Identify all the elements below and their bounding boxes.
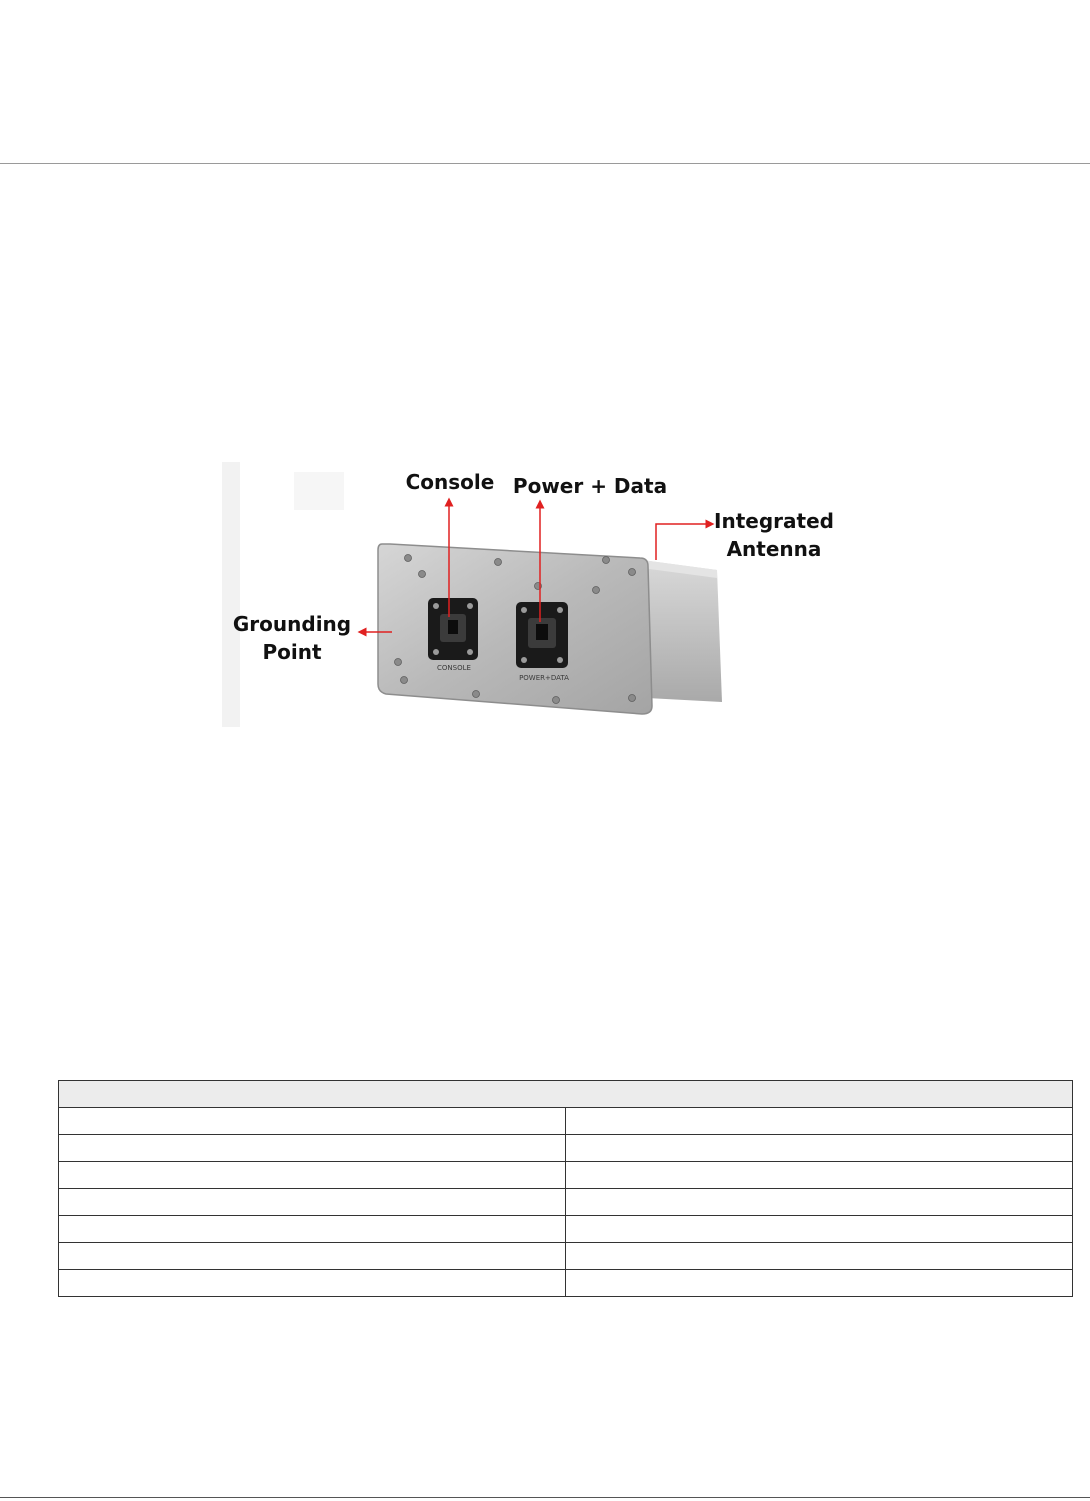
- table-cell: [59, 1108, 566, 1135]
- footer-rule: [0, 1497, 1090, 1498]
- housing-body: [642, 560, 722, 702]
- table-cell: [566, 1108, 1073, 1135]
- console-port: [428, 598, 478, 660]
- table-cell: [59, 1243, 566, 1270]
- table-cell: [59, 1216, 566, 1243]
- console-callout-label: Console: [405, 470, 495, 494]
- antenna-callout-arrow: [656, 524, 710, 560]
- table-cell: [566, 1162, 1073, 1189]
- grounding-callout-label-line1: Grounding: [232, 612, 352, 636]
- table-cell: [566, 1216, 1073, 1243]
- table-cell: [566, 1189, 1073, 1216]
- table-cell: [59, 1270, 566, 1297]
- device-illustration: [222, 462, 852, 732]
- table-row: [59, 1162, 1073, 1189]
- table-cell: [566, 1243, 1073, 1270]
- power-data-callout-label: Power + Data: [512, 474, 668, 498]
- table-cell: [59, 1135, 566, 1162]
- grounding-callout-label-line2: Point: [262, 640, 322, 664]
- table-row: [59, 1270, 1073, 1297]
- table-row: [59, 1189, 1073, 1216]
- table-cell: [59, 1189, 566, 1216]
- table-row: [59, 1108, 1073, 1135]
- table-row: [59, 1243, 1073, 1270]
- device-figure: [222, 462, 852, 732]
- table-header-cell: [59, 1081, 1073, 1108]
- front-plate: [378, 544, 652, 714]
- table-row: [59, 1135, 1073, 1162]
- table-cell: [566, 1135, 1073, 1162]
- console-port-label: CONSOLE: [437, 664, 471, 672]
- antenna-callout-label-line1: Integrated: [714, 509, 834, 533]
- table-header-row: [59, 1081, 1073, 1108]
- photo-background: [222, 462, 240, 727]
- power-data-port-label: POWER+DATA: [519, 674, 569, 682]
- table-row: [59, 1216, 1073, 1243]
- table-cell: [59, 1162, 566, 1189]
- header-rule: [0, 163, 1090, 164]
- power-data-port: [516, 602, 568, 668]
- photo-background-patch: [294, 472, 344, 510]
- table-cell: [566, 1270, 1073, 1297]
- spec-table: [58, 1080, 1073, 1297]
- antenna-callout-label-line2: Antenna: [726, 537, 822, 561]
